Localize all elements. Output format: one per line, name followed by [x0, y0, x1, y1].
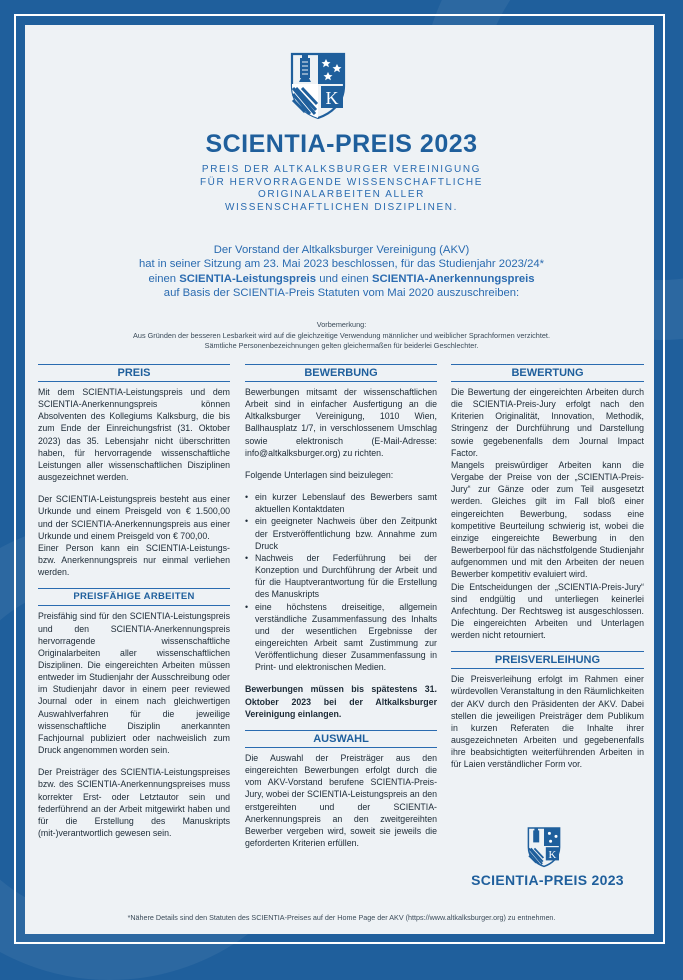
page-title: SCIENTIA-PREIS 2023 — [205, 130, 478, 158]
intro-text: und einen — [316, 272, 372, 285]
column-right — [451, 364, 644, 781]
akv-crest-small-logo — [526, 824, 562, 868]
crest-letter: K — [548, 849, 557, 861]
footer-brand: SCIENTIA-PREIS 2023 — [471, 872, 624, 888]
preliminary-note — [40, 320, 643, 352]
note-line: Sämtliche Personenbezeichnungen gelten gleichermaßen für beiderlei Geschlechter. — [204, 341, 479, 350]
paragraph: Preisfähig sind für den SCIENTIA-Leistungspreis und den SCIENTIA-Anerkennungspreis hervorragende wissenschaftliche Originalarbeiten aller wissenschaftlichen Disziplinen. Die eingereichten Arbeiten müssen entweder im Studienjahr der Ausschreibung oder im Studienjahr davor in einem peer reviewed Journal oder in einem nach gleichwertigen Auswahlverfahren für die jeweilige wissenschaftliche Disziplin anerkannten Fachjournal publiziert oder nachweislich zum Druck angenommen worden sein. — [38, 611, 230, 756]
subtitle-line: PREIS DER ALTKALKSBURGER VEREINIGUNG — [201, 164, 482, 175]
paragraph: Mit dem SCIENTIA-Leistungspreis und dem SCIENTIA-Anerkennungspreis können Absolventen des Kollegiums Kalksburg, die bis zum Ende der Einreichungsfrist (31. Oktober 2023) das 35. Lebensjahr nicht überschritten haben, für hervorragende wissenschaftliche Leistungen aller wissenschaftlichen Disziplinen ausgezeichnet werden. — [38, 387, 230, 483]
subtitle-line: ORIGINALARBEITEN ALLER — [258, 189, 425, 200]
intro-prize-name: SCIENTIA-Anerkennungspreis — [371, 272, 535, 285]
paragraph: Der Preisträger des SCIENTIA-Leistungspreises bzw. des SCIENTIA-Anerkennungspreises muss korrekter Erst- oder Letztautor sein und federführend an der Arbeit mitgewirkt haben und für die Erstellung des Manuskripts (mit-)verantwortlich gewesen sein. — [38, 767, 230, 838]
subtitle-line: FÜR HERVORRAGENDE WISSENSCHAFTLICHE — [199, 176, 484, 188]
paragraph: Mangels preiswürdiger Arbeiten kann die Vergabe der Preise von der „SCIENTIA-Preis-Jury“ zur Gänze oder zum Teil ausgesetzt werden. Gleiches gilt im Fall bloß einer eingereichten Bewerbung, sodass eine kompetitive Beurteilung schwierig ist, wobei die einzige eingereichte Bewerbung in den Bewerberpool für das nächstfolgende Studienjahr aufgenommen und mit den Arbeiten der neuen Bewerber kompetitiv evaluiert wird. — [451, 459, 644, 580]
paragraph: Einer Person kann ein SCIENTIA-Leistungs- bzw. Anerkennungspreis nur einmal verliehen werden. — [38, 542, 230, 578]
footnote: *Nähere Details sind den Statuten des SCIENTIA-Preises auf der Home Page der AKV (https://www.altkalksburger.org) zu entnehmen. — [127, 913, 556, 922]
paragraph: Die Entscheidungen der „SCIENTIA-Preis-Jury“ sind endgültig und unterliegen keinerlei Anfechtung. Der Rechtsweg ist ausgeschlossen. Die eingereichten Arbeiten und Unterlagen werden nicht retourniert. — [451, 581, 644, 641]
crest-letter: K — [325, 88, 339, 108]
column-middle — [245, 364, 437, 859]
paragraph: Die Bewertung der eingereichten Arbeiten durch die SCIENTIA-Preis-Jury erfolgt nach den Kriterien Originalität, Innovation, Methodik, Stringenz der Durchführung und Darstellung sowie gegebenenfalls dem Journal Impact Factor. — [451, 387, 644, 458]
paragraph: Die Preisverleihung erfolgt im Rahmen einer würdevollen Veranstaltung in den Räumlichkeiten der AKV durch den Präsidenten der AKV. Dabei stellen die jeweiligen Preisträger dem Publikum in kurzen Referaten die Inhalte ihrer ausgezeichneten Arbeiten und gegebenenfalls ihre beabsichtigten weiterführenden Arbeiten in für Laien verständlicher Form vor. — [451, 674, 644, 770]
subtitle-line: WISSENSCHAFTLICHEN DISZIPLINEN. — [225, 201, 458, 213]
intro-line: hat in seiner Sitzung am 23. Mai 2023 beschlossen, für das Studienjahr 2023/24* — [138, 258, 545, 271]
intro-line: auf Basis der SCIENTIA-Preis Statuten vom Mai 2020 auszuschreiben: — [163, 287, 520, 300]
intro-text: einen — [148, 272, 180, 285]
section-heading-preisfaehige-arbeiten: PREISFÄHIGE ARBEITEN — [38, 588, 230, 606]
list-item: • eine höchstens dreiseitige, allgemein verständliche Zusammenfassung des Inhalts und der wesentlichen Ergebnisse der eingereichten Arbeit samt Zustimmung zur Veröffentlichung dieser Zusammenfassung in Print- und elektronischen Medien. — [245, 601, 437, 674]
list-item: • ein geeigneter Nachweis über den Zeitpunkt der Erstveröffentlichung bzw. Annahme zum Druck — [245, 515, 437, 551]
paragraph: Der SCIENTIA-Leistungspreis besteht aus einer Urkunde und einem Preisgeld von € 1.500,00 und der SCIENTIA-Anerkennungspreis aus einer Urkunde und einem Preisgeld von € 700,00. — [38, 494, 230, 541]
deadline-note: Bewerbungen müssen bis spätestens 31. Oktober 2023 bei der Altkalksburger Vereinigung einlangen. — [245, 684, 437, 719]
paragraph: Folgende Unterlagen sind beizulegen: — [245, 469, 394, 480]
paragraph: Bewerbungen mitsamt der wissenschaftlichen Arbeit sind in einfacher Ausfertigung an die Altkalksburger Vereinigung, 1010 Wien, Ballhausplatz 1/7, in verschlossenem Umschlag sowie elektronisch (E-Mail-Adresse: info@altkalksburger.org) zu richten. — [245, 387, 437, 458]
column-left — [38, 364, 230, 849]
intro-line: Der Vorstand der Altkalksburger Vereinigung (AKV) — [213, 244, 470, 256]
section-heading-bewertung: BEWERTUNG — [451, 364, 644, 382]
section-heading-preis: PREIS — [38, 364, 230, 382]
note-heading: Vorbemerkung: — [316, 320, 367, 329]
intro-statement — [70, 243, 613, 301]
note-line: Aus Gründen der besseren Lesbarkeit wird auf die gleichzeitige Verwendung männlicher und weiblicher Sprachformen verzichtet. — [133, 330, 550, 340]
paragraph: Die Auswahl der Preisträger aus den eingereichten Bewerbungen erfolgt durch die vom AKV-Vorstand berufene SCIENTIA-Preis-Jury, wobei der SCIENTIA-Leistungspreis an den erstgereihten und der SCIENTIA-Anerkennungspreis an den zweitgereihten Bewerber vergeben wird, soweit sie jeweils die geforderten Kriterien erfüllen. — [245, 752, 437, 848]
subtitle — [150, 164, 533, 214]
list-item: • Nachweis der Federführung bei der Konzeption und Durchführung der Arbeit und für die Hauptverantwortung für die Erstellung des Manuskripts — [245, 552, 437, 601]
intro-prize-name: SCIENTIA-Leistungspreis — [179, 272, 317, 285]
required-documents-list — [245, 491, 437, 673]
akv-crest-logo — [288, 48, 348, 120]
intro-line — [70, 272, 613, 286]
section-heading-auswahl: AUSWAHL — [245, 730, 437, 748]
list-item: • ein kurzer Lebenslauf des Bewerbers samt aktuellen Kontaktdaten — [245, 491, 437, 515]
section-heading-bewerbung: BEWERBUNG — [245, 364, 437, 382]
section-heading-preisverleihung: PREISVERLEIHUNG — [451, 651, 644, 669]
